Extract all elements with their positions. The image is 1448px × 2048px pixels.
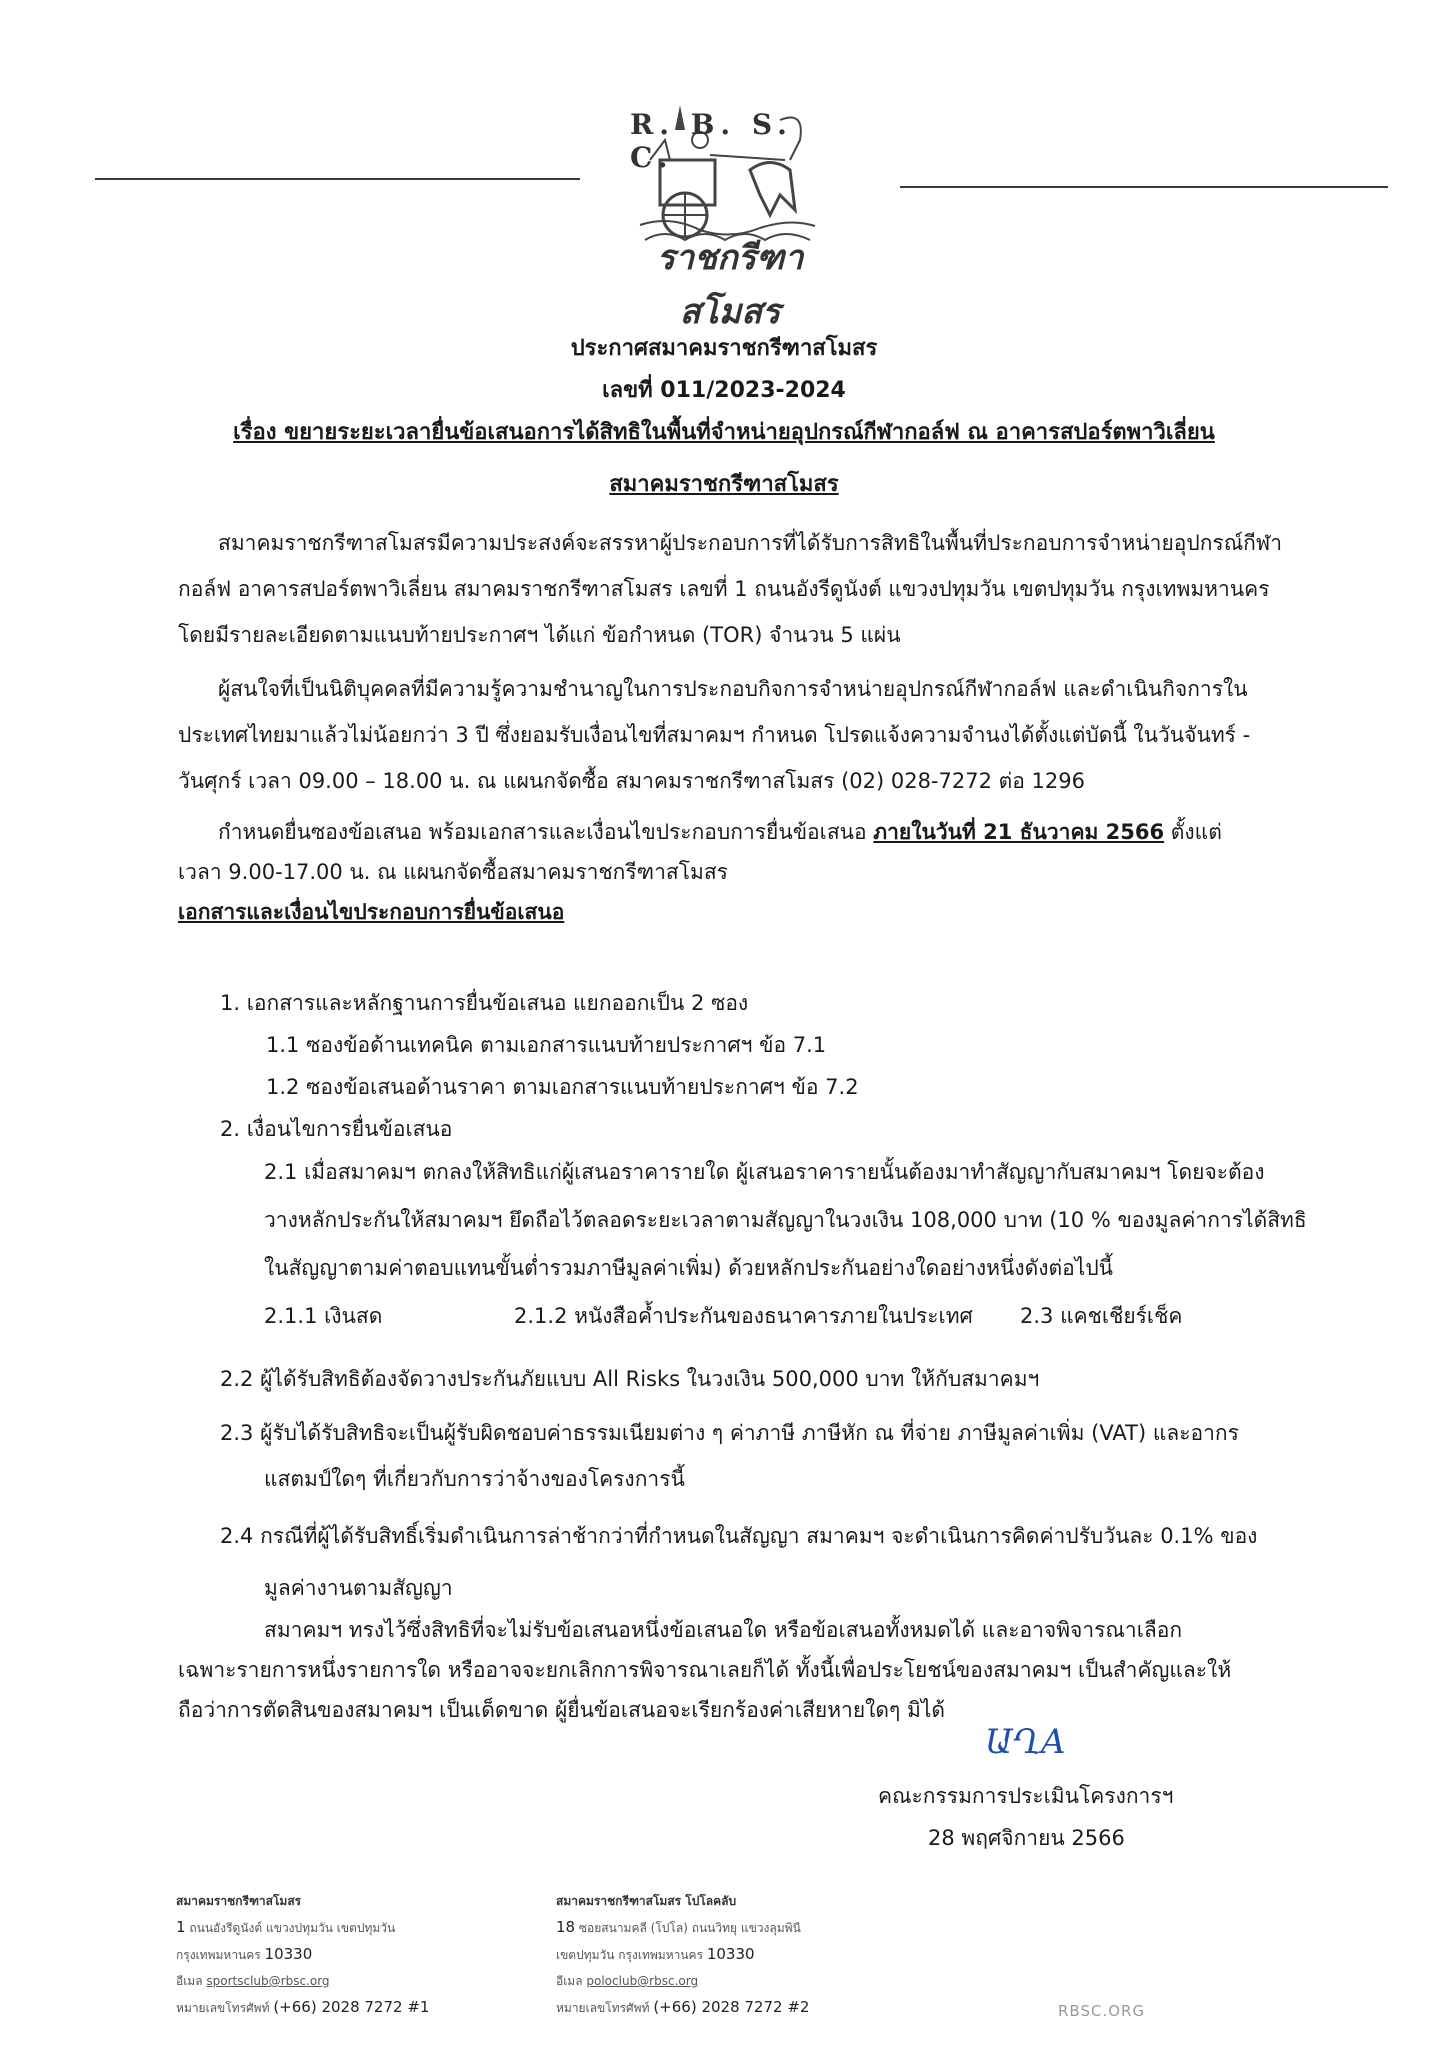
footer-email-label: อีเมล: [556, 1974, 587, 1988]
announcement-subject: เรื่อง ขยายระยะเวลายื่นข้อเสนอการได้สิทธิในพื้นที่จำหน่ายอุปกรณ์กีฬากอล์ฟ ณ อาคารสปอร์ตพาวิเลี่ยน: [233, 420, 1215, 445]
paragraph-line: เฉพาะรายการหนึ่งรายการใด หรืออาจจะยกเลิกการพิจารณาเลยก็ได้ ทั้งนี้เพื่อประโยชน์ของสมาคมฯ เป็นสำคัญและให้: [178, 1658, 1232, 1682]
footer-address-number: 1: [176, 1918, 186, 1936]
paragraph-deadline: [178, 812, 1222, 932]
logo-thai-name: ราชกรีฑาสโมสร: [656, 238, 804, 332]
footer-address-number: 18: [556, 1918, 576, 1936]
rbsc-logo: [620, 100, 830, 332]
footer-address: ซอยสนามคลี (โปโล) ถนนวิทยุ แขวงลุมพินี: [575, 1921, 801, 1935]
footer-org-name: สมาคมราชกรีฑาสโมสร: [176, 1894, 302, 1908]
announcement-title: ประกาศสมาคมราชกรีฑาสโมสร: [570, 336, 878, 361]
list-item-2-1: [264, 1148, 1307, 1292]
footer-phone-label: หมายเลขโทรศัพท์: [556, 2001, 654, 2015]
section-heading: เอกสารและเงื่อนไขประกอบการยื่นข้อเสนอ: [178, 900, 565, 924]
footer-sports-club: [176, 1888, 429, 2021]
paragraph-line: ในสัญญาตามค่าตอบแทนขั้นต่ำรวมภาษีมูลค่าเพิ่ม) ด้วยหลักประกันอย่างใดอย่างหนึ่งดังต่อไปนี้: [264, 1256, 1114, 1280]
paragraph-line: ผู้สนใจที่เป็นนิติบุคคลที่มีความรู้ความชำนาญในการประกอบกิจการจำหน่ายอุปกรณ์กีฬากอล์ฟ และดำเนินกิจการใน: [218, 677, 1248, 701]
deadline-date: ภายในวันที่ 21 ธันวาคม 2566: [873, 820, 1165, 844]
paragraph-line: สมาคมราชกรีฑาสโมสรมีความประสงค์จะสรรหาผู้ประกอบการที่ได้รับการสิทธิในพื้นที่ประกอบการจำหน่ายอุปกรณ์กีฬา: [218, 531, 1283, 555]
footer-phone: (+66) 2028 7272 #2: [653, 1998, 810, 2016]
list-item-2: 2. เงื่อนไขการยื่นข้อเสนอ: [220, 1117, 453, 1141]
footer-zip: 10330: [264, 1945, 313, 1963]
footer-email-link[interactable]: poloclub@rbsc.org: [586, 1974, 699, 1988]
footer-phone-label: หมายเลขโทรศัพท์: [176, 2001, 274, 2015]
paragraph-line: กอล์ฟ อาคารสปอร์ตพาวิเลี่ยน สมาคมราชกรีฑาสโมสร เลขที่ 1 ถนนอังรีดูนังต์ แขวงปทุมวัน เขตปทุมวัน กรุงเทพมหานคร: [178, 577, 1270, 601]
letterhead-rule-left: [95, 178, 580, 180]
footer-org-name: สมาคมราชกรีฑาสโมสร โปโลคลับ: [556, 1894, 737, 1908]
list-item-1-2: 1.2 ซองข้อเสนอด้านราคา ตามเอกสารแนบท้ายประกาศฯ ข้อ 7.2: [266, 1075, 859, 1099]
footer-website[interactable]: RBSC.ORG: [1058, 2002, 1146, 2020]
list-item-2-4: [220, 1510, 1257, 1614]
paragraph-line: สมาคมฯ ทรงไว้ซึ่งสิทธิที่จะไม่รับข้อเสนอหนึ่งข้อเสนอใด หรือข้อเสนอทั้งหมดได้ และอาจพิจารณาเลือก: [264, 1618, 1183, 1642]
footer-email-label: อีเมล: [176, 1974, 207, 1988]
footer-zip: 10330: [706, 1945, 755, 1963]
list-item-1: 1. เอกสารและหลักฐานการยื่นข้อเสนอ แยกออกเป็น 2 ซอง: [220, 991, 749, 1015]
footer-polo-club: [556, 1888, 809, 2021]
paragraph-line: วันศุกร์ เวลา 09.00 – 18.00 น. ณ แผนกจัดซื้อ สมาคมราชกรีฑาสโมสร (02) 028-7272 ต่อ 1296: [178, 769, 1085, 793]
footer-email-link[interactable]: sportsclub@rbsc.org: [206, 1974, 330, 1988]
footer-city: กรุงเทพมหานคร: [176, 1948, 265, 1962]
paragraph-line: 2.4 กรณีที่ผู้ได้รับสิทธิ์เริ่มดำเนินการล่าช้ากว่าที่กำหนดในสัญญา สมาคมฯ จะดำเนินการคิดค่าปรับวันละ 0.1% ของ: [220, 1524, 1258, 1548]
paragraph-line: [178, 812, 1222, 852]
guarantee-cashier-cheque: 2.3 แคชเชียร์เช็ค: [1020, 1304, 1183, 1328]
deadline-text: กำหนดยื่นซองข้อเสนอ พร้อมเอกสารและเงื่อนไขประกอบการยื่นข้อเสนอ: [218, 820, 874, 844]
paragraph-line: ถือว่าการตัดสินของสมาคมฯ เป็นเด็ดขาด ผู้ยื่นข้อเสนอจะเรียกร้องค่าเสียหายใดๆ มิได้: [178, 1698, 946, 1722]
letterhead-rule-right: [900, 186, 1388, 188]
list-item-1-1: 1.1 ซองข้อด้านเทคนิค ตามเอกสารแนบท้ายประกาศฯ ข้อ 7.1: [266, 1033, 827, 1057]
paragraph-line: 2.1 เมื่อสมาคมฯ ตกลงให้สิทธิแก่ผู้เสนอราคารายใด ผู้เสนอราคารายนั้นต้องมาทำสัญญากับสมาคมฯ โดยจะต้อง: [264, 1160, 1265, 1184]
announcement-number: เลขที่ 011/2023-2024: [602, 378, 846, 403]
paragraph-line: มูลค่างานตามสัญญา: [264, 1576, 453, 1600]
list-item-2-3: [220, 1410, 1239, 1502]
deadline-text-tail: ตั้งแต่: [1164, 820, 1222, 844]
paragraph-line: เวลา 9.00-17.00 น. ณ แผนกจัดซื้อสมาคมราชกรีฑาสโมสร: [178, 860, 728, 884]
guarantee-bank-letter: 2.1.2 หนังสือค้ำประกันของธนาคารภายในประเทศ: [514, 1304, 973, 1328]
requirements-list: [220, 982, 859, 1150]
announcement-org: สมาคมราชกรีฑาสโมสร: [609, 472, 839, 497]
paragraph-intro: [178, 520, 1282, 658]
signatory-committee: คณะกรรมการประเมินโครงการฯ: [878, 1784, 1174, 1808]
paragraph-closing: [178, 1610, 1231, 1730]
footer-phone: (+66) 2028 7272 #1: [273, 1998, 430, 2016]
logo-letters: R. B. S. C.: [630, 108, 793, 174]
footer-address: ถนนอังรีดูนังต์ แขวงปทุมวัน เขตปทุมวัน: [185, 1921, 396, 1935]
list-item-2-2: 2.2 ผู้ได้รับสิทธิต้องจัดวางประกันภัยแบบ All Risks ในวงเงิน 500,000 บาท ให้กับสมาคมฯ: [220, 1367, 1040, 1391]
guarantee-cash: 2.1.1 เงินสด: [264, 1304, 383, 1328]
paragraph-line: วางหลักประกันให้สมาคมฯ ยึดถือไว้ตลอดระยะเวลาตามสัญญาในวงเงิน 108,000 บาท (10 % ของมูลค่าการได้สิทธิ: [264, 1208, 1307, 1232]
signature-date: 28 พฤศจิกายน 2566: [928, 1826, 1125, 1850]
footer-city: เขตปทุมวัน กรุงเทพมหานคร: [556, 1948, 707, 1962]
signature-mark: ԱՂA: [985, 1722, 1066, 1762]
paragraph-line: ประเทศไทยมาแล้วไม่น้อยกว่า 3 ปี ซึ่งยอมรับเงื่อนไขที่สมาคมฯ กำหนด โปรดแจ้งความจำนงได้ตั้งแต่บัดนี้ ในวันจันทร์ -: [178, 723, 1251, 747]
paragraph-line: โดยมีรายละเอียดตามแนบท้ายประกาศฯ ได้แก่ ข้อกำหนด (TOR) จำนวน 5 แผ่น: [178, 623, 901, 647]
paragraph-line: 2.3 ผู้รับได้รับสิทธิจะเป็นผู้รับผิดชอบค่าธรรมเนียมต่าง ๆ ค่าภาษี ภาษีหัก ณ ที่จ่าย ภาษีมูลค่าเพิ่ม (VAT) และอากร: [220, 1421, 1239, 1445]
paragraph-line: แสตมป์ใดๆ ที่เกี่ยวกับการว่าจ้างของโครงการนี้: [264, 1467, 685, 1491]
paragraph-eligibility: [178, 666, 1250, 804]
